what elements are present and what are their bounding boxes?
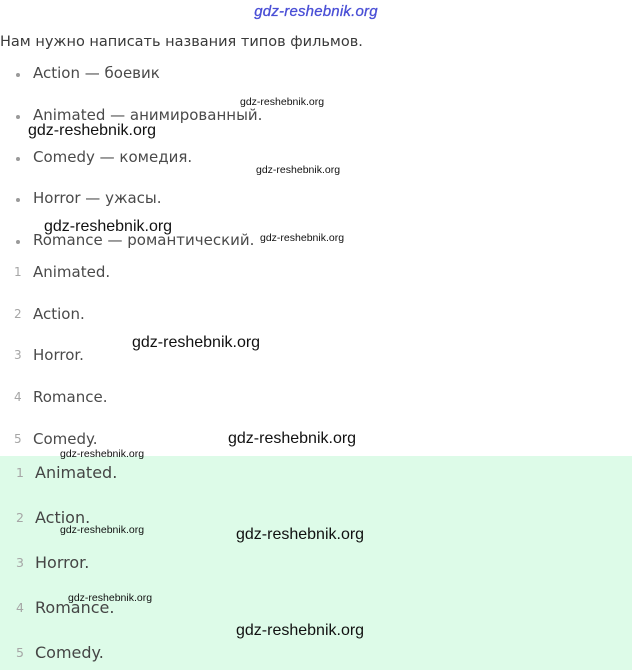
watermark: gdz-reshebnik.org: [60, 448, 145, 460]
answer-item: [0, 553, 300, 577]
watermark: gdz-reshebnik.org: [240, 96, 325, 108]
bullet-icon: [16, 115, 20, 119]
bullet-text: Animated — анимированный.: [33, 106, 263, 124]
item-number: 5: [16, 645, 24, 660]
item-text: Comedy.: [35, 643, 104, 662]
answer-item: [0, 463, 300, 487]
bullet-icon: [16, 198, 20, 202]
item-text: Romance.: [35, 598, 115, 617]
item-text: Romance.: [33, 388, 108, 406]
watermark: gdz-reshebnik.org: [68, 592, 153, 604]
bullet-icon: [16, 240, 20, 244]
list-item: [0, 64, 420, 86]
watermark: gdz-reshebnik.org: [228, 430, 357, 447]
item-number: 1: [16, 465, 24, 480]
item-number: 2: [14, 307, 22, 321]
list-item: [0, 148, 420, 170]
item-text: Action.: [35, 508, 91, 527]
watermark: gdz-reshebnik.org: [132, 334, 261, 351]
site-header-link[interactable]: gdz-reshebnik.org: [254, 3, 378, 20]
watermark: gdz-reshebnik.org: [256, 164, 341, 176]
item-number: 2: [16, 510, 24, 525]
bullet-text: Romance — романтический.: [33, 231, 255, 249]
intro-text: Нам нужно написать названия типов фильмов.: [0, 34, 363, 50]
item-number: 3: [16, 555, 24, 570]
list-item: [0, 263, 300, 285]
watermark: gdz-reshebnik.org: [28, 122, 157, 139]
item-text: Comedy.: [33, 430, 98, 448]
watermark: gdz-reshebnik.org: [236, 622, 365, 639]
list-item: [0, 388, 300, 410]
watermark: gdz-reshebnik.org: [60, 524, 145, 536]
item-text: Action.: [33, 305, 85, 323]
bullet-icon: [16, 73, 20, 77]
item-text: Horror.: [35, 553, 90, 572]
item-text: Animated.: [33, 263, 111, 281]
bullet-text: Comedy — комедия.: [33, 148, 193, 166]
item-number: 3: [14, 348, 22, 362]
watermark: gdz-reshebnik.org: [44, 218, 173, 235]
item-number: 5: [14, 432, 22, 446]
answer-item: [0, 643, 300, 667]
bullet-text: Action — боевик: [33, 64, 160, 82]
list-item: [0, 189, 420, 211]
item-number: 1: [14, 265, 22, 279]
watermark: gdz-reshebnik.org: [236, 526, 365, 543]
watermark: gdz-reshebnik.org: [260, 232, 345, 244]
item-number: 4: [16, 600, 24, 615]
bullet-icon: [16, 157, 20, 161]
bullet-text: Horror — ужасы.: [33, 189, 162, 207]
list-item: [0, 305, 300, 327]
item-text: Animated.: [35, 463, 118, 482]
item-number: 4: [14, 390, 22, 404]
item-text: Horror.: [33, 346, 84, 364]
